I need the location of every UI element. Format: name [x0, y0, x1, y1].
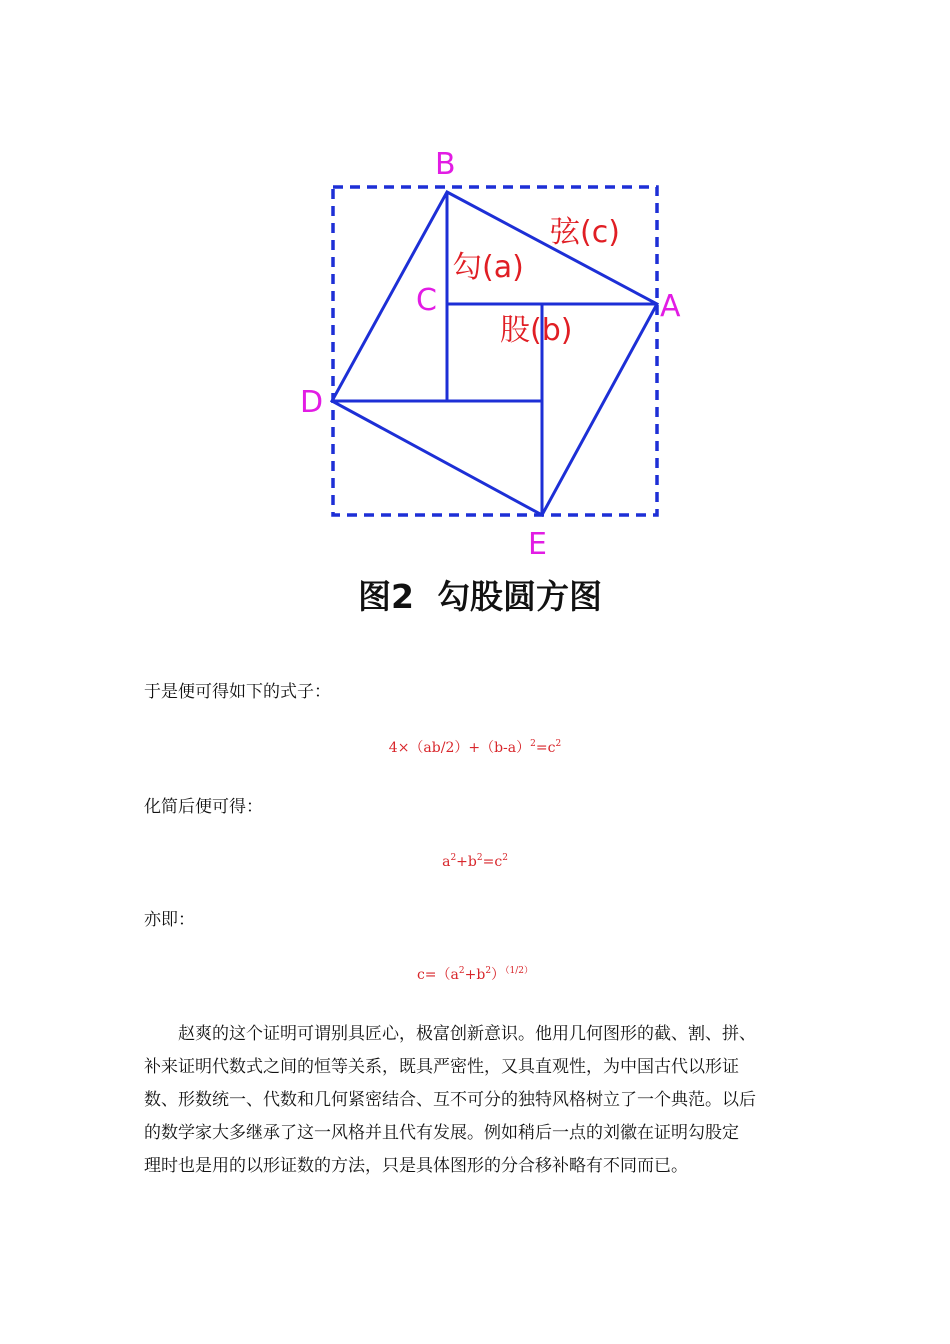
equation-3-p3: ） [491, 967, 506, 983]
equation-2-b: +b [456, 854, 477, 870]
equation-3-exp: （1/2） [505, 966, 534, 976]
paragraph-line: 赵爽的这个证明可谓别具匠心，极富创新意识。他用几何图形的截、割、拼、 [144, 1024, 756, 1044]
equation-2-a: a [442, 854, 451, 870]
figure-caption: 图2 勾股圆方图 [358, 577, 602, 616]
point-label-c: C [416, 283, 437, 318]
equation-2-b-exp: 2 [476, 853, 483, 863]
paragraph-line: 补来证明代数式之间的恒等关系，既具严密性，又具直观性，为中国古代以形证 [144, 1057, 739, 1077]
simplify-text: 化简后便可得： [144, 797, 263, 817]
equation-1-rhs: =c [535, 740, 556, 756]
long-leg-label: 股(b) [500, 313, 573, 348]
point-label-b: B [435, 147, 456, 182]
point-label-e: E [528, 527, 547, 562]
equation-3-s1: 2 [458, 966, 465, 976]
equation-2 [0, 852, 950, 872]
equation-1 [0, 738, 950, 758]
paragraph-line: 理时也是用的以形证数的方法，只是具体图形的分合移补略有不同而已。 [144, 1156, 688, 1176]
body-paragraph [144, 1018, 814, 1183]
equation-2-a-exp: 2 [450, 853, 457, 863]
point-label-a: A [660, 289, 681, 324]
equation-3-s2: 2 [485, 966, 492, 976]
paragraph-line: 的数学家大多继承了这一风格并且代有发展。例如稍后一点的刘徽在证明勾股定 [144, 1123, 739, 1143]
intro-text: 于是便可得如下的式子： [144, 682, 331, 702]
equation-1-main: 4×（ab/2）+（b-a） [388, 740, 531, 756]
equation-3-p2: +b [464, 967, 486, 983]
equation-3-p1: c=（a [416, 967, 459, 983]
equation-2-c: =c [482, 854, 503, 870]
equation-2-c-exp: 2 [502, 853, 508, 863]
equation-3 [0, 965, 950, 985]
equation-1-exponent: 2 [530, 739, 536, 749]
equation-1-rhs-exponent: 2 [555, 739, 562, 749]
point-label-d: D [300, 385, 324, 420]
gougu-square-diagram [290, 140, 710, 620]
equivalently-text: 亦即： [144, 910, 195, 930]
hypotenuse-label: 弦(c) [550, 215, 620, 250]
paragraph-line: 数、形数统一、代数和几何紧密结合、互不可分的独特风格树立了一个典范。以后 [144, 1090, 756, 1110]
short-leg-label: 勾(a) [452, 250, 524, 285]
